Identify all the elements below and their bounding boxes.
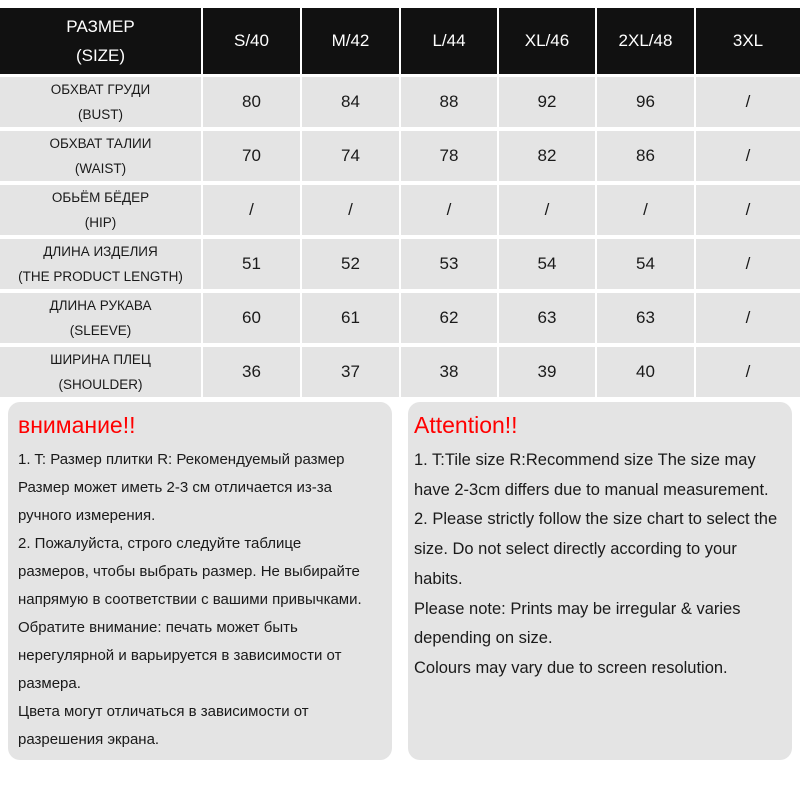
row-label-ru: ОБХВАТ ГРУДИ bbox=[50, 82, 151, 97]
measurement-cell: 86 bbox=[597, 131, 696, 185]
table-row bbox=[0, 185, 800, 239]
row-label-cell bbox=[0, 347, 203, 401]
measurement-cell: 53 bbox=[401, 239, 499, 293]
measurement-cell: 51 bbox=[203, 239, 302, 293]
note-line: Обратите внимание: печать может быть bbox=[18, 619, 298, 636]
note-line: Colours may vary due to screen resolution. bbox=[414, 658, 728, 677]
note-line: depending on size. bbox=[414, 629, 553, 648]
row-label-cell bbox=[0, 185, 203, 239]
measurement-cell: / bbox=[696, 293, 800, 347]
note-line: Размер может иметь 2-3 см отличается из-за bbox=[18, 479, 332, 496]
measurement-cell: 39 bbox=[499, 347, 597, 401]
measurement-cell: 88 bbox=[401, 77, 499, 131]
header-size: S/40 bbox=[203, 8, 302, 77]
measurement-cell: / bbox=[597, 185, 696, 239]
table-header-row bbox=[0, 8, 800, 77]
measurement-cell: 74 bbox=[302, 131, 401, 185]
measurement-cell: 82 bbox=[499, 131, 597, 185]
row-label-en: (HIP) bbox=[84, 215, 117, 230]
note-line: 1. T:Tile size R:Recommend size The size may bbox=[414, 451, 756, 469]
note-line: напрямую в соответствии с вашими привычками. bbox=[18, 591, 362, 608]
row-label-en: (SLEEVE) bbox=[69, 323, 132, 338]
header-size: M/42 bbox=[302, 8, 401, 77]
note-line: 1. T: Размер плитки R: Рекомендуемый размер bbox=[18, 451, 345, 468]
row-label-ru: ШИРИНА ПЛЕЦ bbox=[50, 352, 151, 367]
row-label-ru: ДЛИНА РУКАВА bbox=[49, 298, 152, 313]
table-row bbox=[0, 293, 800, 347]
header-size: 3XL bbox=[696, 8, 800, 77]
header-label-en: (SIZE) bbox=[75, 46, 126, 65]
note-line: have 2-3cm differs due to manual measurement. bbox=[414, 480, 769, 499]
measurement-cell: 61 bbox=[302, 293, 401, 347]
note-line: размера. bbox=[18, 675, 81, 692]
measurement-cell: 80 bbox=[203, 77, 302, 131]
measurement-cell: 38 bbox=[401, 347, 499, 401]
header-size: L/44 bbox=[401, 8, 499, 77]
row-label-ru: ДЛИНА ИЗДЕЛИЯ bbox=[43, 244, 158, 259]
row-label-en: (THE PRODUCT LENGTH) bbox=[18, 269, 183, 284]
row-label-ru: ОБХВАТ ТАЛИИ bbox=[49, 136, 152, 151]
measurement-cell: 62 bbox=[401, 293, 499, 347]
note-line: habits. bbox=[414, 569, 463, 588]
table-row bbox=[0, 77, 800, 131]
measurement-cell: / bbox=[696, 239, 800, 293]
row-label-cell bbox=[0, 293, 203, 347]
table-row bbox=[0, 347, 800, 401]
note-line: 2. Please strictly follow the size chart to select the bbox=[414, 510, 778, 529]
measurement-cell: / bbox=[696, 131, 800, 185]
row-label-cell bbox=[0, 131, 203, 185]
notes-en-body bbox=[414, 446, 782, 684]
measurement-cell: 54 bbox=[499, 239, 597, 293]
note-line: 2. Пожалуйста, строго следуйте таблице bbox=[18, 535, 302, 552]
row-label-cell bbox=[0, 239, 203, 293]
measurement-cell: 60 bbox=[203, 293, 302, 347]
header-label-cell bbox=[0, 8, 203, 77]
measurement-cell: 92 bbox=[499, 77, 597, 131]
measurement-cell: / bbox=[302, 185, 401, 239]
measurement-cell: 96 bbox=[597, 77, 696, 131]
notes-en-title: Attention!! bbox=[414, 412, 518, 438]
measurement-cell: 63 bbox=[597, 293, 696, 347]
note-line: разрешения экрана. bbox=[18, 731, 160, 748]
notes-ru-title: внимание!! bbox=[18, 412, 136, 438]
measurement-cell: 54 bbox=[597, 239, 696, 293]
measurement-cell: / bbox=[499, 185, 597, 239]
notes-ru-panel bbox=[8, 402, 392, 760]
measurement-cell: / bbox=[696, 185, 800, 239]
note-line: Цвета могут отличаться в зависимости от bbox=[18, 703, 309, 720]
row-label-cell bbox=[0, 77, 203, 131]
note-line: Please note: Prints may be irregular & varies bbox=[414, 599, 741, 618]
measurement-cell: 36 bbox=[203, 347, 302, 401]
table-row bbox=[0, 239, 800, 293]
measurement-cell: / bbox=[203, 185, 302, 239]
measurement-cell: 78 bbox=[401, 131, 499, 185]
note-line: нерегулярной и варьируется в зависимости от bbox=[18, 647, 342, 664]
measurement-cell: 63 bbox=[499, 293, 597, 347]
note-line: размеров, чтобы выбрать размер. Не выбирайте bbox=[18, 563, 360, 580]
measurement-cell: 70 bbox=[203, 131, 302, 185]
row-label-en: (SHOULDER) bbox=[58, 377, 143, 392]
header-label-ru: РАЗМЕР bbox=[66, 17, 135, 36]
measurement-cell: / bbox=[696, 77, 800, 131]
row-label-en: (BUST) bbox=[78, 107, 123, 122]
size-chart-table bbox=[0, 8, 800, 401]
row-label-ru: ОБЬЁМ БЁДЕР bbox=[51, 190, 150, 205]
measurement-cell: / bbox=[401, 185, 499, 239]
row-label-en: (WAIST) bbox=[74, 161, 127, 176]
notes-en-panel bbox=[408, 402, 792, 760]
note-line: size. Do not select directly according to your bbox=[414, 540, 737, 559]
measurement-cell: 40 bbox=[597, 347, 696, 401]
notes-ru-body bbox=[18, 446, 382, 754]
table-row bbox=[0, 131, 800, 185]
measurement-cell: 84 bbox=[302, 77, 401, 131]
measurement-cell: 52 bbox=[302, 239, 401, 293]
measurement-cell: 37 bbox=[302, 347, 401, 401]
header-size: XL/46 bbox=[499, 8, 597, 77]
measurement-cell: / bbox=[696, 347, 800, 401]
note-line: ручного измерения. bbox=[18, 507, 156, 524]
header-size: 2XL/48 bbox=[597, 8, 696, 77]
